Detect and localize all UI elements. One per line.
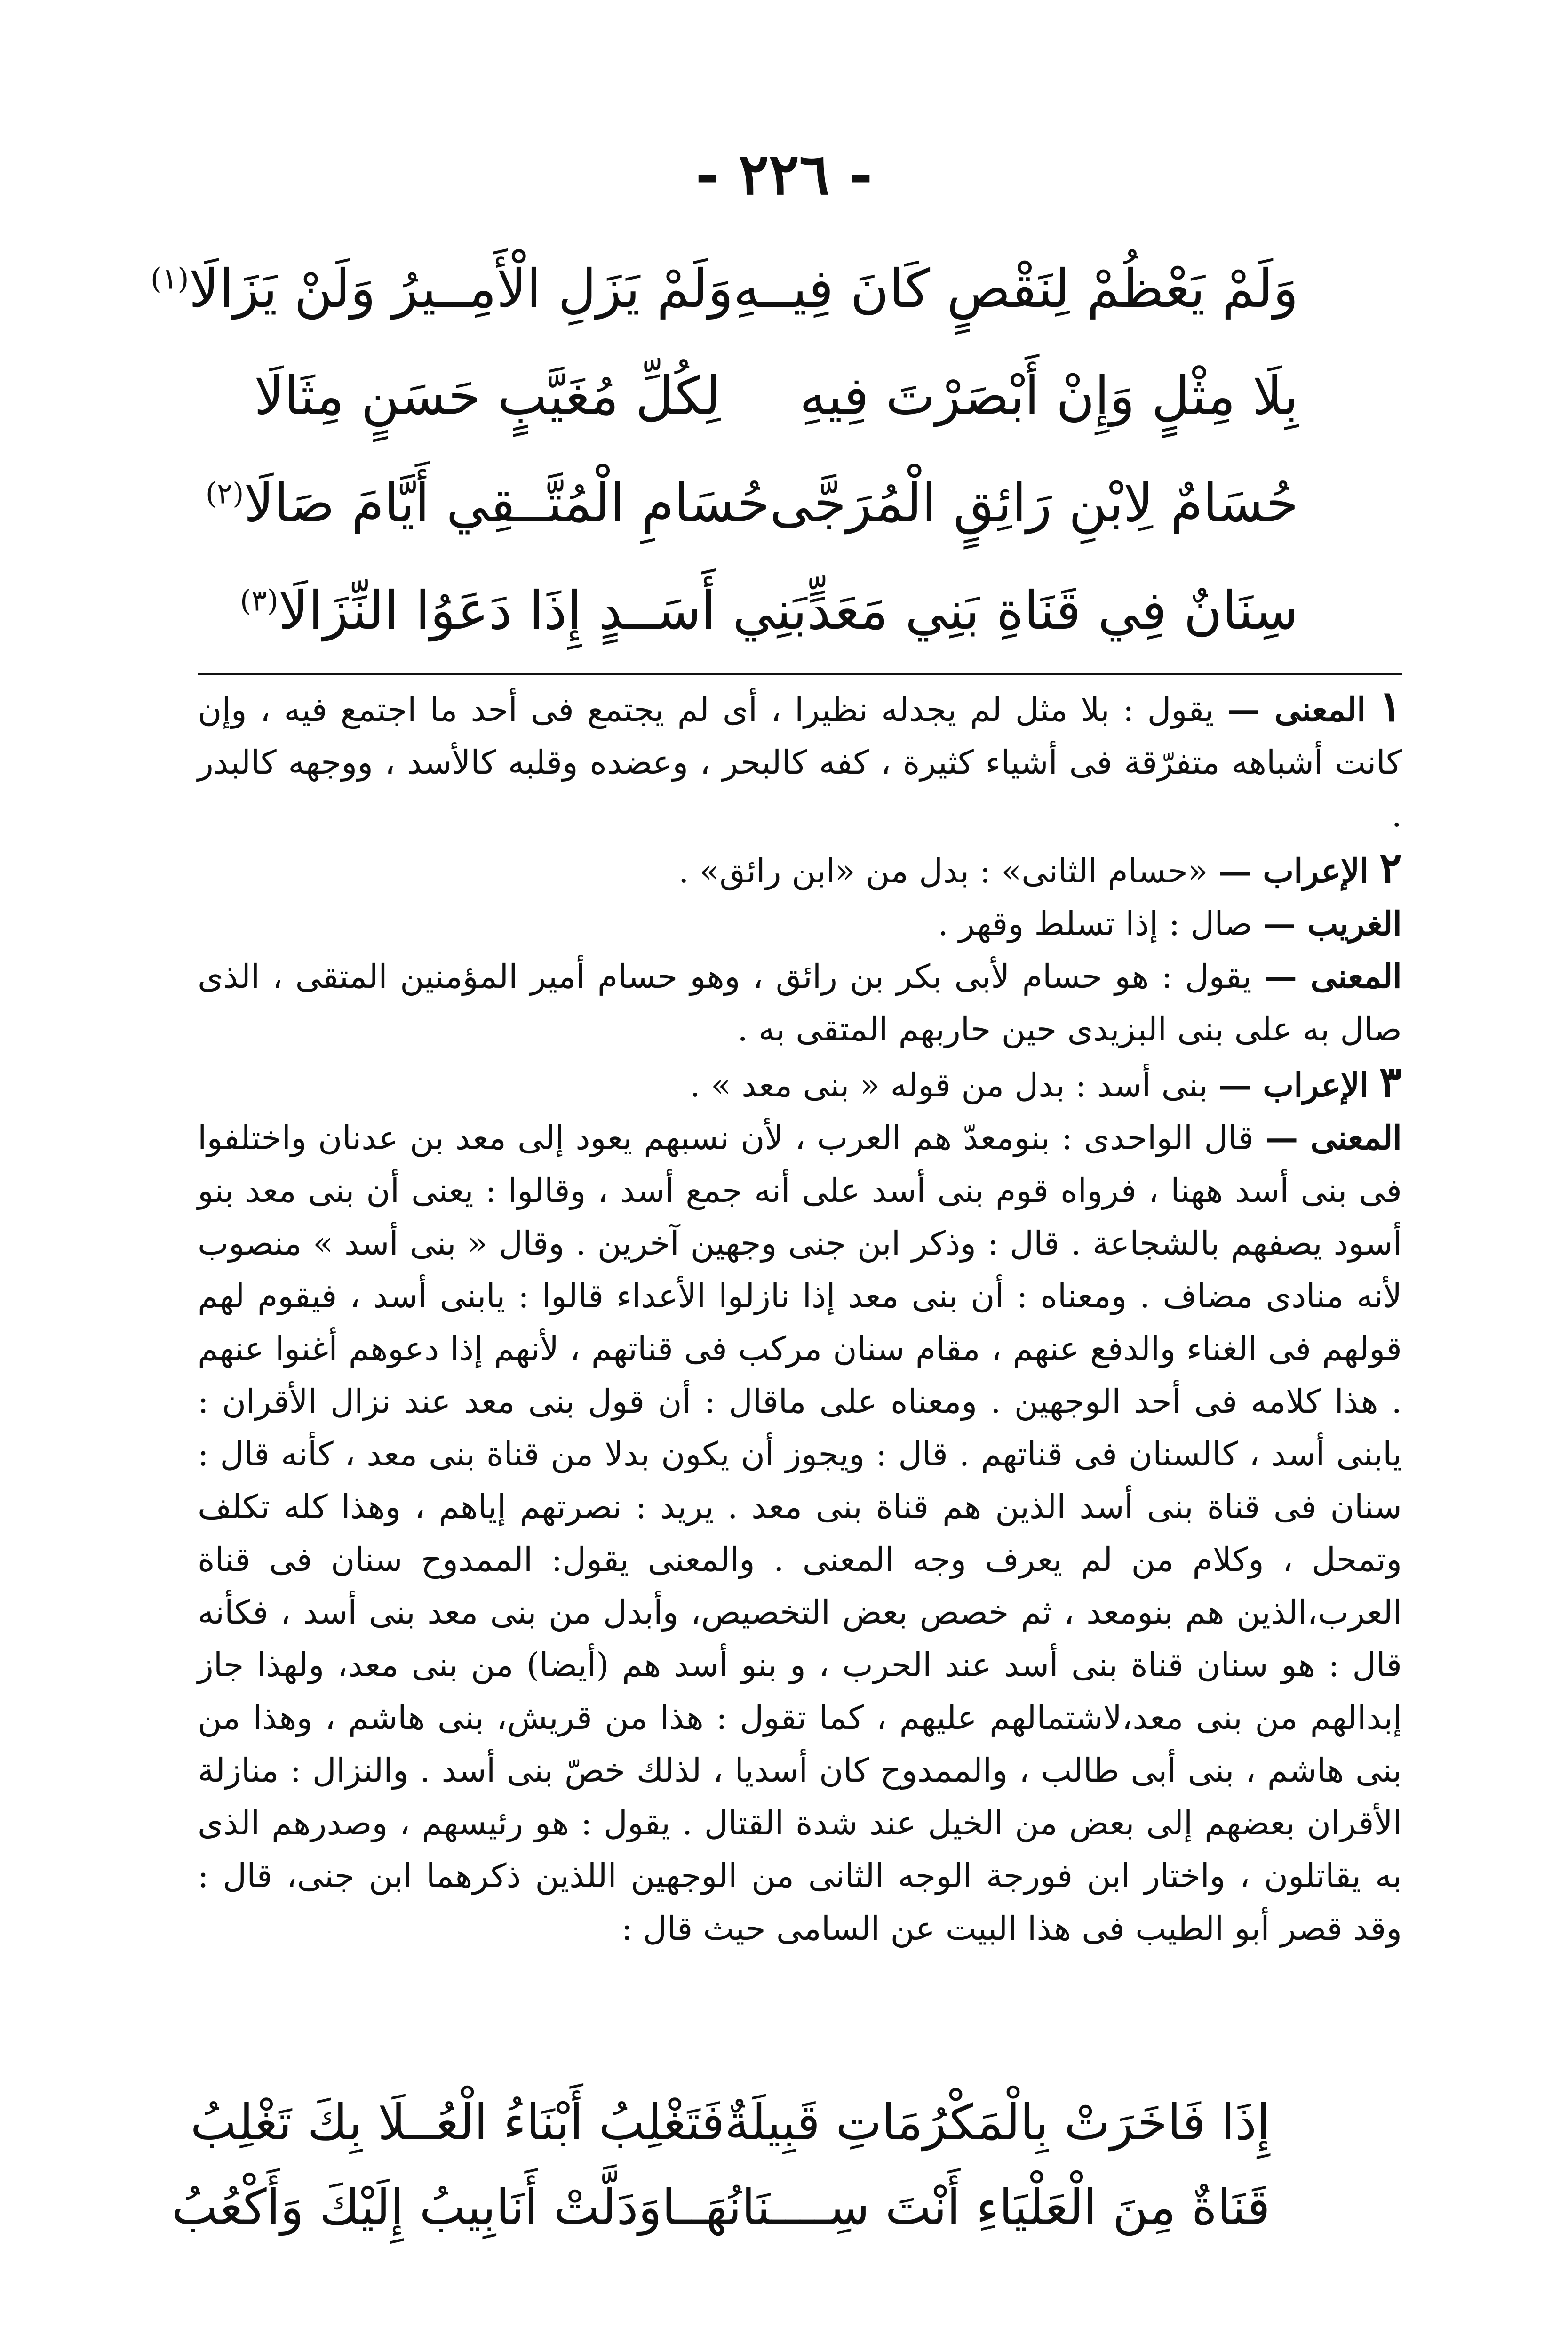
note-1-keyword: المعنى — [1227, 690, 1366, 729]
note-2-irab [198, 841, 1402, 897]
quoted-verse-2-second-hemistich: وَدَلَّتْ أَنَابِيبُ إِلَيْكَ وَأَكْعُبُ [171, 2178, 662, 2236]
poem-top [150, 235, 1298, 664]
verse-1-first-hemistich: وَلَمْ يَعْظُمْ لِنَقْصٍ كَانَ فِيــهِ [733, 258, 1298, 320]
note-2-mana-text: يقول : هو حسام لأبى بكر بن رائق ، وهو حسام أمير المؤمنين المتقى ، الذى صال به على بنى البزيدى حين حاربهم المتقى به . [198, 957, 1402, 1048]
quoted-verse-2 [171, 2165, 1270, 2249]
verse-4-second-hemistich [240, 579, 807, 642]
verse-4 [239, 557, 1298, 664]
note-2-gharib-keyword: الغريب — [1263, 904, 1402, 943]
footnote-marker-3: (٣) [239, 583, 279, 618]
verse-2-second-text: لِكُلِّ مُغَيَّبٍ حَسَنٍ مِثَالَا [254, 365, 721, 427]
poem-bottom [171, 2080, 1270, 2249]
quoted-verse-1-second-hemistich: فَتَغْلِبُ أَبْنَاءُ الْعُــلَا بِكَ تَغْلِبُ [190, 2093, 725, 2151]
footnote-marker-2: (٢) [205, 476, 244, 511]
note-2-gharib-text: صال : إذا تسلط وقهر . [938, 904, 1252, 943]
verse-2-first-hemistich: بِلَا مِثْلٍ وَإِنْ أَبْصَرْتَ فِيهِ [799, 365, 1298, 427]
verse-3 [205, 450, 1298, 557]
commentary [198, 680, 1402, 1955]
note-2-text: «حسام الثانى» : بدل من «ابن رائق» . [678, 852, 1208, 890]
note-3-mana-keyword: المعنى — [1265, 1118, 1402, 1157]
note-2-gharib [198, 897, 1402, 950]
verse-4-first-hemistich: سِنَانٌ فِي قَنَاةِ بَنِي مَعَدٍّ [807, 580, 1298, 641]
note-1 [198, 680, 1402, 841]
note-2-keyword: الإعراب — [1218, 851, 1369, 890]
page-number: - ٢٢٦ - [695, 141, 873, 208]
note-2-number: ٢ [1379, 843, 1402, 893]
quoted-verse-1 [190, 2080, 1270, 2165]
footnote-marker-1: (١) [150, 261, 189, 296]
verse-3-second-hemistich [206, 472, 770, 535]
note-1-text: يقول : بلا مثل لم يجدله نظيرا ، أى لم يجتمع فى أحد ما اجتمع فيه ، وإن كانت أشباهه متفرّقة فى أشياء كثيرة ، كفه كالبحر ، وعضده وقلبه كالأسد ، ووجهه كالبدر . [198, 690, 1402, 834]
verse-4-second-text: بَنِي أَسَــدٍ إِذَا دَعَوُا النِّزَالَا [278, 580, 807, 641]
verse-1-second-hemistich [151, 257, 733, 320]
verse-3-second-text: حُسَامِ الْمُتَّــقِي أَيَّامَ صَالَا [244, 472, 770, 534]
separator-line [198, 673, 1402, 675]
note-3-irab [198, 1056, 1402, 1112]
verse-2-second-hemistich [254, 365, 721, 428]
note-3-text: بنى أسد : بدل من قوله « بنى معد » . [690, 1066, 1208, 1104]
verse-2 [254, 343, 1298, 450]
quoted-verse-1-first-hemistich: إِذَا فَاخَرَتْ بِالْمَكْرُمَاتِ قَبِيلَةٌ [724, 2093, 1270, 2151]
verse-1 [150, 235, 1298, 343]
note-3-mana-text: قال الواحدى : بنومعدّ هم العرب ، لأن نسبهم يعود إلى معد بن عدنان واختلفوا فى بنى أسد ههنا ، فرواه قوم بنى أسد على أنه جمع أسد ، وقالوا : يعنى أن بنى معد بنو أسود يصفهم بالشجاعة . قال : وذكر ابن جنى وجهين آخرين . وقال « بنى أسد » منصوب لأنه منادى مضاف . ومعناه : أن بنى معد إذا نازلوا الأعداء قالوا : يابنى أسد ، فيقوم لهم قولهم فى الغناء والدفع عنهم ، مقام سنان مركب فى قناتهم ، لأنهم إذا دعوهم أغنوا عنهم . هذا كلامه فى أحد الوجهين . ومعناه على ماقال : أن قول بنى معد عند نزال الأقران : يابنى أسد ، كالسنان فى قناتهم . قال : ويجوز أن يكون بدلا من قناة بنى معد ، كأنه قال : سنان فى قناة بنى أسد الذين هم قناة بنى معد . يريد : نصرتهم إياهم ، وهذا كله تكلف وتمحل ، وكلام من لم يعرف وجه المعنى . والمعنى يقول: الممدوح سنان فى قناة العرب،الذين هم بنومعد ، ثم خصص بعض التخصيص، وأبدل من بنى معد بنى أسد ، فكأنه قال : هو سنان قناة بنى أسد عند الحرب ، و بنو أسد هم (أيضا) من بنى معد، ولهذا جاز إبدالهم من بنى معد،لاشتمالهم عليهم ، كما تقول : هذا من قريش، بنى هاشم ، وهذا من بنى هاشم ، بنى أبى طالب ، والممدوح كان أسديا ، لذلك خصّ بنى أسد . والنزال : منازلة الأقران بعضهم إلى بعض من الخيل عند شدة القتال . يقول : هو رئيسهم ، وصدرهم الذى به يقاتلون ، واختار ابن فورجة الوجه الثانى من الوجهين اللذين ذكرهما ابن جنى، قال : وقد قصر أبو الطيب فى هذا البيت عن السامى حيث قال : [198, 1119, 1402, 1948]
quoted-verse-2-first-hemistich: قَنَاةٌ مِنَ الْعَلْيَاءِ أَنْتَ سِــــنَانُهَــا [661, 2178, 1270, 2236]
verse-3-first-hemistich: حُسَامٌ لِابْنِ رَائِقٍ الْمُرَجَّى [770, 472, 1298, 534]
note-3-keyword: الإعراب — [1218, 1065, 1369, 1104]
note-2-mana-keyword: المعنى — [1264, 957, 1402, 996]
note-3-mana [198, 1112, 1402, 1955]
note-1-number: ١ [1379, 681, 1402, 731]
verse-1-second-text: وَلَمْ يَزَلِ الْأَمِــيرُ وَلَنْ يَزَالَا [189, 258, 733, 320]
note-3-number: ٣ [1379, 1057, 1402, 1107]
note-2-mana [198, 950, 1402, 1056]
